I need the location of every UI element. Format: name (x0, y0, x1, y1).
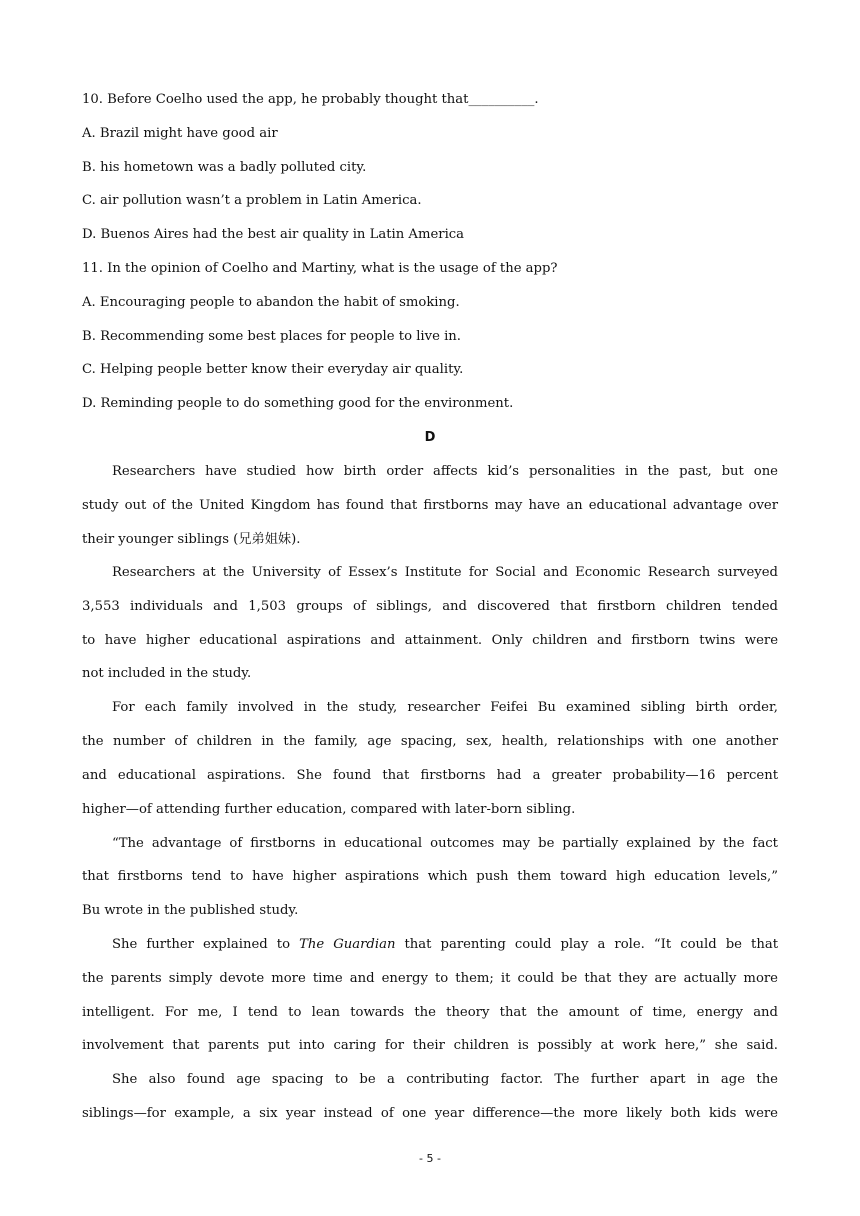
question-10-option-c: C. air pollution wasn’t a problem in Latin America. (82, 193, 422, 208)
passage-p3-line4: higher—of attending further education, compared with later-born sibling. (82, 802, 576, 817)
passage-p6-line1: She also found age spacing to be a contributing factor. The further apart in age the (112, 1072, 778, 1087)
passage-p3-line3: and educational aspirations. She found that firstborns had a greater probability—16 percent (82, 768, 778, 783)
passage-p4-line2: that firstborns tend to have higher aspirations which push them toward high education levels,” (82, 869, 778, 884)
passage-p5-line4: involvement that parents put into caring for their children is possibly at work here,” she said. (82, 1038, 778, 1053)
passage-p1-line3: their younger siblings (兄弟姐妹). (82, 532, 301, 547)
passage-p5-line1 (112, 935, 778, 955)
question-11-option-b: B. Recommending some best places for people to live in. (82, 329, 461, 344)
passage-p4-line3: Bu wrote in the published study. (82, 903, 299, 918)
passage-p3-line1: For each family involved in the study, researcher Feifei Bu examined sibling birth order, (112, 700, 778, 715)
passage-p1-line1: Researchers have studied how birth order affects kid’s personalities in the past, but one (112, 464, 778, 479)
question-11-stem: 11. In the opinion of Coelho and Martiny, what is the usage of the app? (82, 261, 558, 276)
question-10-option-b: B. his hometown was a badly polluted city. (82, 160, 367, 175)
passage-p2-line3: to have higher educational aspirations and attainment. Only children and firstborn twins were (82, 633, 778, 648)
passage-p2-line4: not included in the study. (82, 666, 252, 681)
question-11-option-c: C. Helping people better know their everyday air quality. (82, 362, 464, 377)
page-number: - 5 - (419, 1152, 441, 1165)
question-10-option-d: D. Buenos Aires had the best air quality in Latin America (82, 227, 465, 242)
passage-p2-line2: 3,553 individuals and 1,503 groups of siblings, and discovered that firstborn children tended (82, 599, 778, 614)
passage-p5-line1-post: that parenting could play a role. “It could be that (395, 937, 778, 952)
passage-p5-line3: intelligent. For me, I tend to lean towards the theory that the amount of time, energy and (82, 1005, 778, 1020)
passage-p3-line2: the number of children in the family, age spacing, sex, health, relationships with one another (82, 734, 778, 749)
passage-p5-line1-pre: She further explained to (112, 937, 300, 952)
passage-p1-line2: study out of the United Kingdom has found that firstborns may have an educational advantage over (82, 498, 778, 513)
question-11-option-d: D. Reminding people to do something good for the environment. (82, 396, 514, 411)
passage-p4-line1: “The advantage of firstborns in educational outcomes may be partially explained by the fact (112, 836, 778, 851)
passage-p5-line2: the parents simply devote more time and energy to them; it could be that they are actually more (82, 971, 778, 986)
question-10-stem: 10. Before Coelho used the app, he probably thought that__________. (82, 92, 539, 107)
question-10-option-a: A. Brazil might have good air (82, 126, 278, 141)
passage-p2-line1: Researchers at the University of Essex’s Institute for Social and Economic Research surveyed (112, 565, 778, 580)
section-title: D (424, 430, 436, 445)
question-11-option-a: A. Encouraging people to abandon the habit of smoking. (82, 295, 460, 310)
publication-name: The Guardian (299, 937, 396, 952)
passage-p6-line2: siblings—for example, a six year instead of one year difference—the more likely both kids were (82, 1106, 778, 1121)
